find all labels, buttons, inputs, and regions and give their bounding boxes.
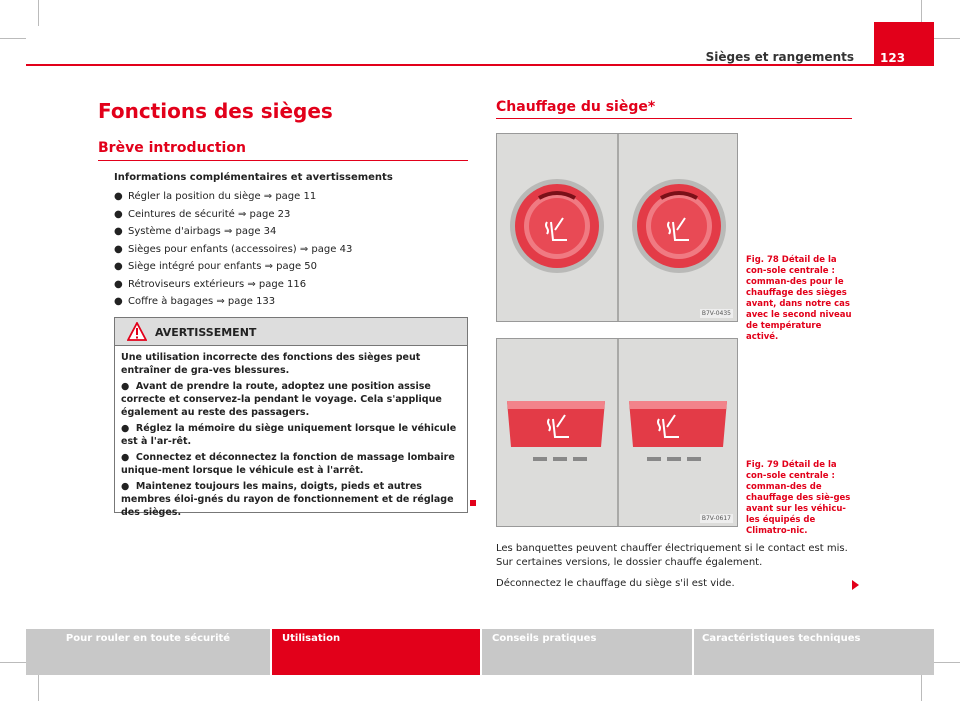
warning-item: ● Avant de prendre la route, adoptez une position assise correcte et conservez-la pendant le voyage. Cela s'applique également au reste des passagers. (121, 381, 442, 418)
subsection-title: Brève introduction (98, 140, 246, 156)
seat-heating-button-right[interactable] (629, 401, 727, 447)
body-paragraph: Déconnectez le chauffage du siège s'il est vide. (496, 578, 735, 589)
warning-title: AVERTISSEMENT (155, 326, 257, 339)
nav-tab-operation[interactable]: Utilisation (272, 629, 480, 675)
figure-79 (496, 338, 738, 527)
crop-mark (0, 662, 26, 663)
figure-78-caption: Fig. 78 Détail de la con-sole centrale : comman-des pour le chauffage des sièges avant, dans notre cas avec le second niveau de température activé. (746, 255, 852, 342)
level-indicator-right (647, 457, 701, 461)
crop-mark (934, 38, 960, 39)
subsection-rule (496, 118, 852, 119)
arrow-right-icon[interactable] (852, 580, 859, 590)
warning-intro: Une utilisation incorrecte des fonctions des sièges peut entraîner de gra-ves blessures. (121, 352, 421, 376)
warning-icon (127, 322, 147, 342)
section-title: Fonctions des sièges (98, 99, 333, 123)
warning-header (115, 318, 467, 346)
nav-tab-technical-data[interactable]: Caractéristiques techniques (694, 629, 934, 675)
nav-tab-practical-tips[interactable]: Conseils pratiques (482, 629, 692, 675)
list-item[interactable]: ● Ceintures de sécurité ⇒ page 23 (114, 208, 291, 220)
crop-mark (38, 675, 39, 701)
figure-79-caption: Fig. 79 Détail de la con-sole centrale : comman-des de chauffage des siè-ges avant sur les véhicu-les équipés de Climatro-nic. (746, 460, 851, 536)
list-item[interactable]: ● Coffre à bagages ⇒ page 133 (114, 296, 276, 307)
list-item[interactable]: ● Régler la position du siège ⇒ page 11 (114, 191, 317, 202)
figure-code: B7V-0617 (701, 515, 731, 522)
list-item[interactable]: ● Siège intégré pour enfants ⇒ page 50 (114, 261, 318, 272)
warning-body (115, 346, 467, 527)
list-item[interactable]: ● Rétroviseurs extérieurs ⇒ page 116 (114, 278, 307, 290)
crop-mark (0, 38, 26, 39)
warning-item: ● Réglez la mémoire du siège uniquement lorsque le véhicule est à l'ar-rêt. (121, 423, 457, 447)
section-end-mark (470, 500, 476, 506)
figure-78-illustration (497, 134, 738, 322)
level-indicator-left (533, 457, 587, 461)
page-number: 123 (880, 51, 906, 65)
info-heading: Informations complémentaires et avertissements (114, 172, 393, 183)
figure-79-illustration (497, 339, 738, 527)
cross-reference-list (114, 190, 352, 313)
warning-item: ● Connectez et déconnectez la fonction de massage lombaire unique-ment lorsque le véhicule est à l'arrêt. (121, 452, 455, 476)
crop-mark (934, 662, 960, 663)
figure-78 (496, 133, 738, 322)
warning-box (114, 317, 468, 518)
subsection-title: Chauffage du siège* (496, 99, 656, 115)
list-item[interactable]: ● Sièges pour enfants (accessoires) ⇒ page 43 (114, 243, 353, 255)
crop-mark (921, 675, 922, 701)
crop-mark (38, 0, 39, 26)
seat-heating-button-left[interactable] (507, 401, 605, 447)
body-paragraph: Les banquettes peuvent chauffer électriquement si le contact est mis. Sur certaines versions, le dossier chauffe également. (496, 543, 848, 568)
seat-heating-button-left[interactable] (510, 179, 604, 273)
running-header: Sièges et rangements (705, 50, 854, 64)
nav-tab-safety[interactable]: Pour rouler en toute sécurité (26, 629, 270, 675)
figure-code: B7V-0435 (701, 310, 731, 317)
header-rule (26, 64, 934, 66)
warning-item: ● Maintenez toujours les mains, doigts, pieds et autres membres éloi-gnés du rayon de fonctionnement et de réglage des sièges. (121, 481, 454, 518)
seat-heating-button-right[interactable] (632, 179, 726, 273)
subsection-rule (98, 160, 468, 161)
list-item[interactable]: ● Système d'airbags ⇒ page 34 (114, 226, 277, 237)
